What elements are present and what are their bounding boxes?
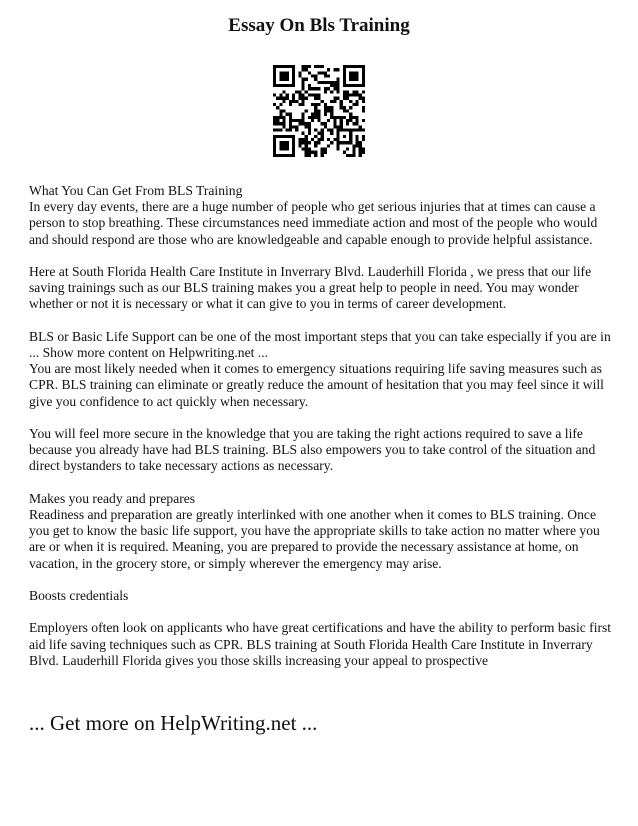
document-title: Essay On Bls Training (228, 15, 410, 36)
paragraph-credentials-heading: Boosts credentials (29, 588, 129, 603)
qr-code-icon (273, 65, 365, 157)
essay-body (29, 183, 614, 685)
helpwriting-link[interactable]: ... Get more on HelpWriting.net ... (29, 711, 318, 735)
paragraph-bls-definition: BLS or Basic Life Support can be one of the most important steps that you can take especially if you are in ... Show more content on Helpwriting.net ... You are most likely needed when it comes to emergency situations requiring life saving measures such as CPR. BLS training can eliminate or greatly reduce the amount of hesitation that you may feel since it will give you confidence to act quickly when necessary. (29, 328, 611, 409)
paragraph-intro: What You Can Get From BLS Training In every day events, there are a huge number of people who get serious injuries that at times can cause a person to stop breathing. These circumstances need immediate action and most of the people who would and should respond are those who are knowledgeable and capable enough to provide helpful assistance. (29, 183, 598, 247)
paragraph-readiness: Makes you ready and prepares Readiness and preparation are greatly interlinked with one another when it comes to BLS training. Once you get to know the basic life support, you have the appropriate skills to take action no matter where you are or when it is required. Meaning, you are prepared to provide the necessary assistance at home, on vacation, in the grocery store, or simply wherever the emergency may arise. (29, 490, 600, 571)
paragraph-secure: You will feel more secure in the knowledge that you are taking the right actions required to save a life because you already have had BLS training. BLS also empowers you to take control of the situation and direct bystanders to take necessary actions as necessary. (29, 426, 596, 474)
paragraph-institute: Here at South Florida Health Care Institute in Inverrary Blvd. Lauderhill Florida , we press that our life saving trainings such as our BLS training makes you a great help to people in need. You may wonder whether or not it is necessary or what it can give to you in terms of career development. (29, 264, 592, 312)
paragraph-employers: Employers often look on applicants who have great certifications and have the ability to perform basic first aid life saving techniques such as CPR. BLS training at South Florida Health Care Institute in Inverrary Blvd. Lauderhill Florida gives you those skills increasing your appeal to prospective (29, 620, 612, 668)
